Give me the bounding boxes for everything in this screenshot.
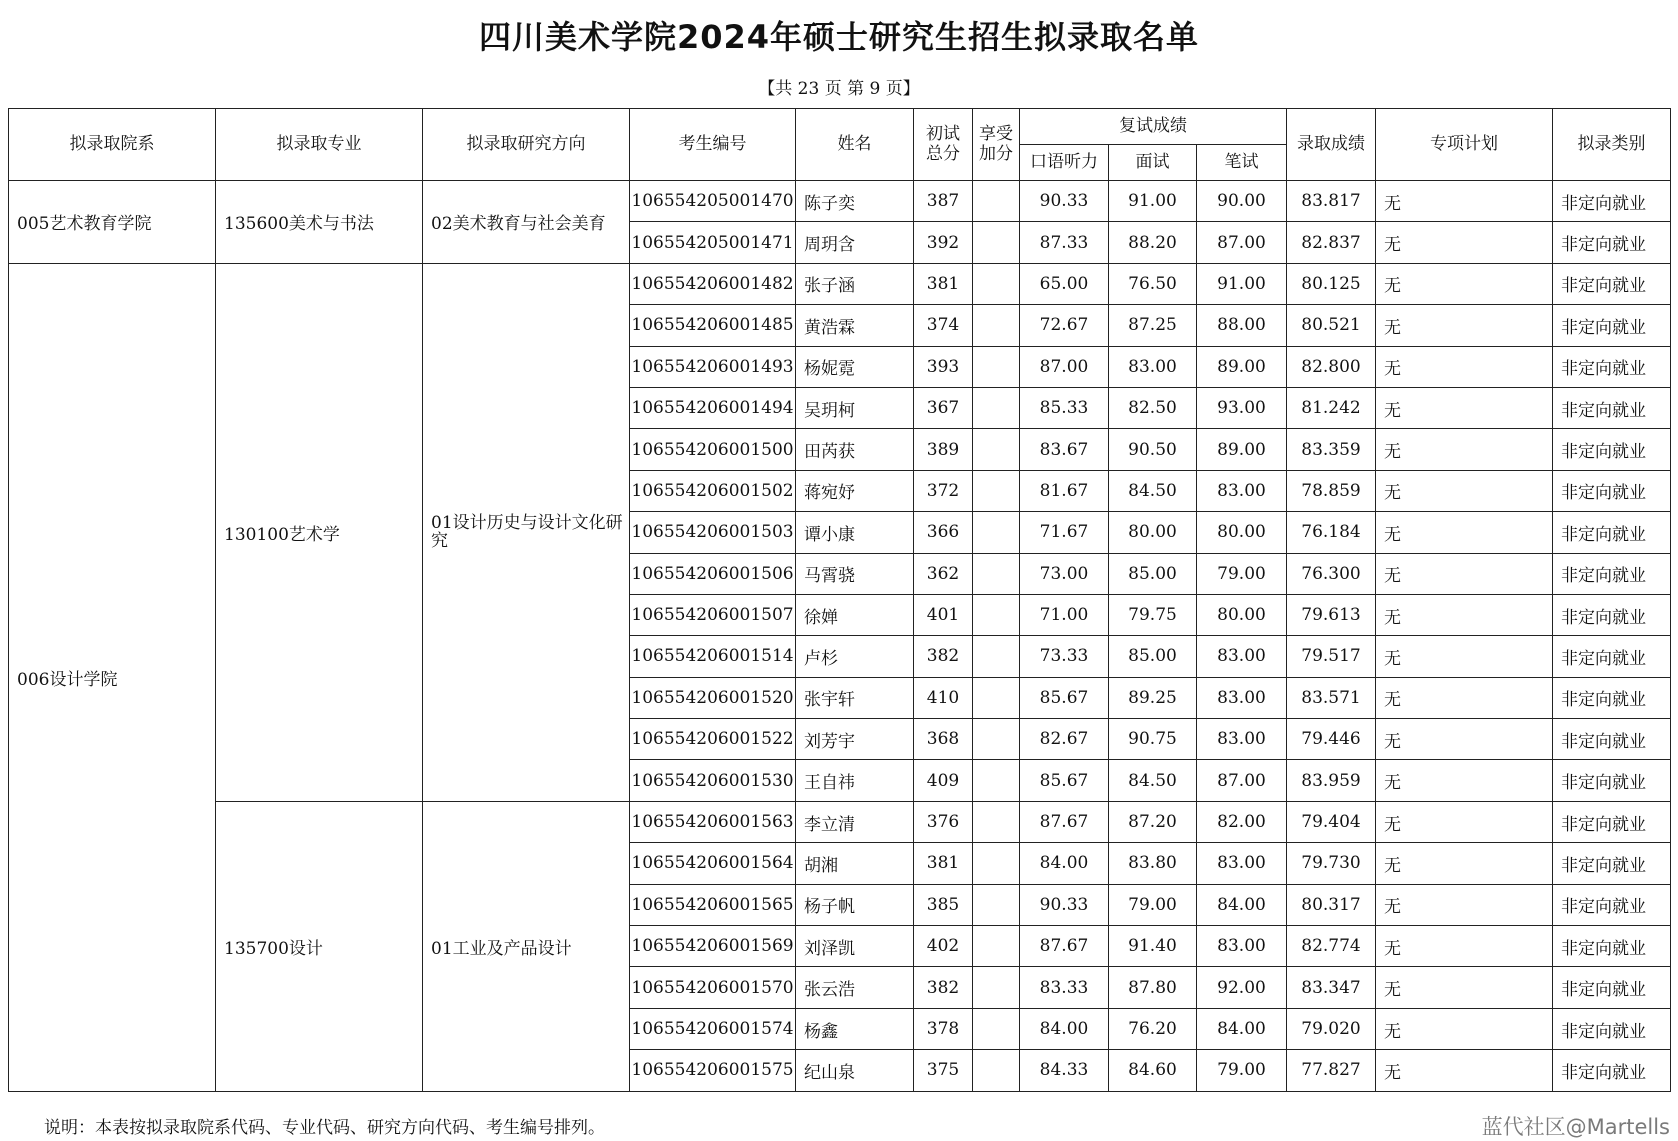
bonus-cell <box>973 1050 1020 1091</box>
header-bonus: 享受 加分 <box>973 109 1020 181</box>
major-cell: 130100艺术学 <box>216 263 423 801</box>
name-cell: 李立清 <box>796 801 914 842</box>
category-cell: 非定向就业 <box>1553 801 1671 842</box>
category-cell: 非定向就业 <box>1553 346 1671 387</box>
exam-id-cell: 106554206001565 <box>630 884 796 925</box>
interview-score-cell: 89.25 <box>1109 677 1197 718</box>
written-score-cell: 80.00 <box>1197 512 1287 553</box>
written-score-cell: 87.00 <box>1197 222 1287 263</box>
category-cell: 非定向就业 <box>1553 553 1671 594</box>
header-interview: 面试 <box>1109 145 1197 181</box>
header-exam-id: 考生编号 <box>630 109 796 181</box>
written-score-cell: 89.00 <box>1197 346 1287 387</box>
bonus-cell <box>973 553 1020 594</box>
direction-cell: 01设计历史与设计文化研究 <box>423 263 630 801</box>
exam-id-cell: 106554206001503 <box>630 512 796 553</box>
oral-score-cell: 84.00 <box>1020 843 1109 884</box>
oral-score-cell: 87.67 <box>1020 926 1109 967</box>
exam-id-cell: 106554206001530 <box>630 760 796 801</box>
oral-score-cell: 72.67 <box>1020 305 1109 346</box>
name-cell: 杨鑫 <box>796 1008 914 1049</box>
category-cell: 非定向就业 <box>1553 594 1671 635</box>
initial-total-cell: 410 <box>914 677 973 718</box>
oral-score-cell: 84.00 <box>1020 1008 1109 1049</box>
initial-total-cell: 368 <box>914 719 973 760</box>
name-cell: 卢杉 <box>796 636 914 677</box>
special-plan-cell: 无 <box>1376 636 1553 677</box>
category-cell: 非定向就业 <box>1553 926 1671 967</box>
written-score-cell: 82.00 <box>1197 801 1287 842</box>
category-cell: 非定向就业 <box>1553 429 1671 470</box>
oral-score-cell: 71.00 <box>1020 594 1109 635</box>
initial-total-cell: 382 <box>914 636 973 677</box>
name-cell: 徐婵 <box>796 594 914 635</box>
written-score-cell: 90.00 <box>1197 181 1287 222</box>
written-score-cell: 80.00 <box>1197 594 1287 635</box>
written-score-cell: 87.00 <box>1197 760 1287 801</box>
oral-score-cell: 65.00 <box>1020 263 1109 304</box>
written-score-cell: 84.00 <box>1197 884 1287 925</box>
exam-id-cell: 106554206001570 <box>630 967 796 1008</box>
category-cell: 非定向就业 <box>1553 677 1671 718</box>
name-cell: 谭小康 <box>796 512 914 553</box>
bonus-cell <box>973 222 1020 263</box>
special-plan-cell: 无 <box>1376 884 1553 925</box>
written-score-cell: 83.00 <box>1197 719 1287 760</box>
exam-id-cell: 106554206001520 <box>630 677 796 718</box>
bonus-cell <box>973 719 1020 760</box>
name-cell: 刘芳宇 <box>796 719 914 760</box>
direction-cell: 01工业及产品设计 <box>423 801 630 1091</box>
final-score-cell: 76.184 <box>1287 512 1376 553</box>
exam-id-cell: 106554206001574 <box>630 1008 796 1049</box>
interview-score-cell: 87.20 <box>1109 801 1197 842</box>
oral-score-cell: 87.33 <box>1020 222 1109 263</box>
special-plan-cell: 无 <box>1376 222 1553 263</box>
bonus-cell <box>973 594 1020 635</box>
exam-id-cell: 106554206001493 <box>630 346 796 387</box>
category-cell: 非定向就业 <box>1553 263 1671 304</box>
department-cell: 006设计学院 <box>9 263 216 1091</box>
special-plan-cell: 无 <box>1376 387 1553 428</box>
exam-id-cell: 106554205001470 <box>630 181 796 222</box>
initial-total-cell: 387 <box>914 181 973 222</box>
name-cell: 蒋宛妤 <box>796 470 914 511</box>
oral-score-cell: 82.67 <box>1020 719 1109 760</box>
written-score-cell: 83.00 <box>1197 677 1287 718</box>
interview-score-cell: 84.50 <box>1109 760 1197 801</box>
special-plan-cell: 无 <box>1376 760 1553 801</box>
exam-id-cell: 106554206001500 <box>630 429 796 470</box>
name-cell: 周玥含 <box>796 222 914 263</box>
header-major: 拟录取专业 <box>216 109 423 181</box>
oral-score-cell: 85.33 <box>1020 387 1109 428</box>
special-plan-cell: 无 <box>1376 926 1553 967</box>
special-plan-cell: 无 <box>1376 1008 1553 1049</box>
category-cell: 非定向就业 <box>1553 305 1671 346</box>
bonus-cell <box>973 429 1020 470</box>
interview-score-cell: 88.20 <box>1109 222 1197 263</box>
final-score-cell: 77.827 <box>1287 1050 1376 1091</box>
final-score-cell: 82.837 <box>1287 222 1376 263</box>
interview-score-cell: 79.00 <box>1109 884 1197 925</box>
written-score-cell: 88.00 <box>1197 305 1287 346</box>
exam-id-cell: 106554206001575 <box>630 1050 796 1091</box>
final-score-cell: 83.359 <box>1287 429 1376 470</box>
special-plan-cell: 无 <box>1376 512 1553 553</box>
name-cell: 吴玥柯 <box>796 387 914 428</box>
special-plan-cell: 无 <box>1376 305 1553 346</box>
table-row <box>9 263 1671 304</box>
final-score-cell: 79.446 <box>1287 719 1376 760</box>
initial-total-cell: 375 <box>914 1050 973 1091</box>
initial-total-cell: 392 <box>914 222 973 263</box>
initial-total-cell: 385 <box>914 884 973 925</box>
bonus-cell <box>973 305 1020 346</box>
header-department: 拟录取院系 <box>9 109 216 181</box>
interview-score-cell: 82.50 <box>1109 387 1197 428</box>
interview-score-cell: 87.80 <box>1109 967 1197 1008</box>
initial-total-cell: 402 <box>914 926 973 967</box>
header-category: 拟录类别 <box>1553 109 1671 181</box>
written-score-cell: 83.00 <box>1197 470 1287 511</box>
special-plan-cell: 无 <box>1376 429 1553 470</box>
category-cell: 非定向就业 <box>1553 470 1671 511</box>
bonus-cell <box>973 346 1020 387</box>
interview-score-cell: 84.50 <box>1109 470 1197 511</box>
final-score-cell: 83.571 <box>1287 677 1376 718</box>
initial-total-cell: 389 <box>914 429 973 470</box>
category-cell: 非定向就业 <box>1553 512 1671 553</box>
exam-id-cell: 106554206001506 <box>630 553 796 594</box>
special-plan-cell: 无 <box>1376 843 1553 884</box>
header-direction: 拟录取研究方向 <box>423 109 630 181</box>
department-cell: 005艺术教育学院 <box>9 181 216 264</box>
header-initial-total: 初试 总分 <box>914 109 973 181</box>
major-cell: 135700设计 <box>216 801 423 1091</box>
interview-score-cell: 85.00 <box>1109 553 1197 594</box>
oral-score-cell: 90.33 <box>1020 884 1109 925</box>
special-plan-cell: 无 <box>1376 677 1553 718</box>
table-row <box>9 181 1671 222</box>
interview-score-cell: 76.20 <box>1109 1008 1197 1049</box>
exam-id-cell: 106554206001514 <box>630 636 796 677</box>
oral-score-cell: 81.67 <box>1020 470 1109 511</box>
written-score-cell: 92.00 <box>1197 967 1287 1008</box>
initial-total-cell: 409 <box>914 760 973 801</box>
written-score-cell: 89.00 <box>1197 429 1287 470</box>
oral-score-cell: 85.67 <box>1020 677 1109 718</box>
special-plan-cell: 无 <box>1376 553 1553 594</box>
major-cell: 135600美术与书法 <box>216 181 423 264</box>
special-plan-cell: 无 <box>1376 470 1553 511</box>
final-score-cell: 80.125 <box>1287 263 1376 304</box>
interview-score-cell: 76.50 <box>1109 263 1197 304</box>
initial-total-cell: 382 <box>914 967 973 1008</box>
oral-score-cell: 73.00 <box>1020 553 1109 594</box>
written-score-cell: 84.00 <box>1197 1008 1287 1049</box>
written-score-cell: 83.00 <box>1197 926 1287 967</box>
initial-total-cell: 381 <box>914 263 973 304</box>
category-cell: 非定向就业 <box>1553 1050 1671 1091</box>
category-cell: 非定向就业 <box>1553 387 1671 428</box>
final-score-cell: 76.300 <box>1287 553 1376 594</box>
name-cell: 纪山泉 <box>796 1050 914 1091</box>
oral-score-cell: 71.67 <box>1020 512 1109 553</box>
name-cell: 杨子帆 <box>796 884 914 925</box>
initial-total-cell: 362 <box>914 553 973 594</box>
special-plan-cell: 无 <box>1376 1050 1553 1091</box>
exam-id-cell: 106554206001563 <box>630 801 796 842</box>
final-score-cell: 82.774 <box>1287 926 1376 967</box>
initial-total-cell: 381 <box>914 843 973 884</box>
exam-id-cell: 106554206001482 <box>630 263 796 304</box>
final-score-cell: 79.404 <box>1287 801 1376 842</box>
category-cell: 非定向就业 <box>1553 222 1671 263</box>
initial-total-cell: 393 <box>914 346 973 387</box>
interview-score-cell: 83.00 <box>1109 346 1197 387</box>
category-cell: 非定向就业 <box>1553 1008 1671 1049</box>
final-score-cell: 83.347 <box>1287 967 1376 1008</box>
bonus-cell <box>973 967 1020 1008</box>
exam-id-cell: 106554206001569 <box>630 926 796 967</box>
header-final-score: 录取成绩 <box>1287 109 1376 181</box>
interview-score-cell: 83.80 <box>1109 843 1197 884</box>
special-plan-cell: 无 <box>1376 263 1553 304</box>
final-score-cell: 78.859 <box>1287 470 1376 511</box>
category-cell: 非定向就业 <box>1553 760 1671 801</box>
exam-id-cell: 106554206001494 <box>630 387 796 428</box>
name-cell: 马霄骁 <box>796 553 914 594</box>
final-score-cell: 79.517 <box>1287 636 1376 677</box>
initial-total-cell: 376 <box>914 801 973 842</box>
exam-id-cell: 106554206001564 <box>630 843 796 884</box>
oral-score-cell: 90.33 <box>1020 181 1109 222</box>
exam-id-cell: 106554206001502 <box>630 470 796 511</box>
initial-total-cell: 374 <box>914 305 973 346</box>
category-cell: 非定向就业 <box>1553 719 1671 760</box>
final-score-cell: 82.800 <box>1287 346 1376 387</box>
final-score-cell: 79.730 <box>1287 843 1376 884</box>
bonus-cell <box>973 1008 1020 1049</box>
special-plan-cell: 无 <box>1376 181 1553 222</box>
name-cell: 张宇轩 <box>796 677 914 718</box>
name-cell: 刘泽凯 <box>796 926 914 967</box>
written-score-cell: 93.00 <box>1197 387 1287 428</box>
name-cell: 田芮获 <box>796 429 914 470</box>
interview-score-cell: 79.75 <box>1109 594 1197 635</box>
initial-total-cell: 378 <box>914 1008 973 1049</box>
header-special-plan: 专项计划 <box>1376 109 1553 181</box>
bonus-cell <box>973 677 1020 718</box>
page-title: 四川美术学院2024年硕士研究生招生拟录取名单 <box>478 18 1200 56</box>
initial-total-cell: 372 <box>914 470 973 511</box>
final-score-cell: 80.521 <box>1287 305 1376 346</box>
oral-score-cell: 87.67 <box>1020 801 1109 842</box>
special-plan-cell: 无 <box>1376 801 1553 842</box>
bonus-cell <box>973 181 1020 222</box>
name-cell: 杨妮霓 <box>796 346 914 387</box>
final-score-cell: 79.613 <box>1287 594 1376 635</box>
final-score-cell: 79.020 <box>1287 1008 1376 1049</box>
written-score-cell: 79.00 <box>1197 1050 1287 1091</box>
name-cell: 张子涵 <box>796 263 914 304</box>
name-cell: 黄浩霖 <box>796 305 914 346</box>
final-score-cell: 81.242 <box>1287 387 1376 428</box>
interview-score-cell: 91.40 <box>1109 926 1197 967</box>
bonus-cell <box>973 884 1020 925</box>
special-plan-cell: 无 <box>1376 346 1553 387</box>
final-score-cell: 83.959 <box>1287 760 1376 801</box>
direction-cell: 02美术教育与社会美育 <box>423 181 630 264</box>
exam-id-cell: 106554206001485 <box>630 305 796 346</box>
bonus-cell <box>973 801 1020 842</box>
interview-score-cell: 84.60 <box>1109 1050 1197 1091</box>
oral-score-cell: 84.33 <box>1020 1050 1109 1091</box>
header-oral: 口语听力 <box>1020 145 1109 181</box>
interview-score-cell: 85.00 <box>1109 636 1197 677</box>
interview-score-cell: 90.75 <box>1109 719 1197 760</box>
category-cell: 非定向就业 <box>1553 967 1671 1008</box>
bonus-cell <box>973 636 1020 677</box>
exam-id-cell: 106554206001507 <box>630 594 796 635</box>
bonus-cell <box>973 926 1020 967</box>
bonus-cell <box>973 843 1020 884</box>
category-cell: 非定向就业 <box>1553 181 1671 222</box>
exam-id-cell: 106554205001471 <box>630 222 796 263</box>
written-score-cell: 83.00 <box>1197 843 1287 884</box>
bonus-cell <box>973 512 1020 553</box>
oral-score-cell: 83.67 <box>1020 429 1109 470</box>
special-plan-cell: 无 <box>1376 719 1553 760</box>
special-plan-cell: 无 <box>1376 594 1553 635</box>
oral-score-cell: 83.33 <box>1020 967 1109 1008</box>
bonus-cell <box>973 263 1020 304</box>
initial-total-cell: 367 <box>914 387 973 428</box>
exam-id-cell: 106554206001522 <box>630 719 796 760</box>
written-score-cell: 91.00 <box>1197 263 1287 304</box>
final-score-cell: 83.817 <box>1287 181 1376 222</box>
bonus-cell <box>973 387 1020 428</box>
name-cell: 陈子奕 <box>796 181 914 222</box>
written-score-cell: 79.00 <box>1197 553 1287 594</box>
final-score-cell: 80.317 <box>1287 884 1376 925</box>
interview-score-cell: 91.00 <box>1109 181 1197 222</box>
name-cell: 胡湘 <box>796 843 914 884</box>
oral-score-cell: 87.00 <box>1020 346 1109 387</box>
name-cell: 张云浩 <box>796 967 914 1008</box>
watermark: 蓝代社区@Martells <box>1481 1115 1670 1139</box>
category-cell: 非定向就业 <box>1553 884 1671 925</box>
category-cell: 非定向就业 <box>1553 843 1671 884</box>
oral-score-cell: 85.67 <box>1020 760 1109 801</box>
initial-total-cell: 401 <box>914 594 973 635</box>
admission-table <box>8 108 1671 1092</box>
interview-score-cell: 80.00 <box>1109 512 1197 553</box>
oral-score-cell: 73.33 <box>1020 636 1109 677</box>
interview-score-cell: 90.50 <box>1109 429 1197 470</box>
table-row <box>9 801 1671 842</box>
header-retest-group: 复试成绩 <box>1020 109 1287 145</box>
special-plan-cell: 无 <box>1376 967 1553 1008</box>
interview-score-cell: 87.25 <box>1109 305 1197 346</box>
page-info: 【共 23 页 第 9 页】 <box>758 79 920 99</box>
header-name: 姓名 <box>796 109 914 181</box>
name-cell: 王自祎 <box>796 760 914 801</box>
bonus-cell <box>973 760 1020 801</box>
footnote: 说明：本表按拟录取院系代码、专业代码、研究方向代码、考生编号排列。 <box>44 1118 605 1138</box>
bonus-cell <box>973 470 1020 511</box>
written-score-cell: 83.00 <box>1197 636 1287 677</box>
header-written: 笔试 <box>1197 145 1287 181</box>
initial-total-cell: 366 <box>914 512 973 553</box>
category-cell: 非定向就业 <box>1553 636 1671 677</box>
table-body <box>9 181 1671 1092</box>
